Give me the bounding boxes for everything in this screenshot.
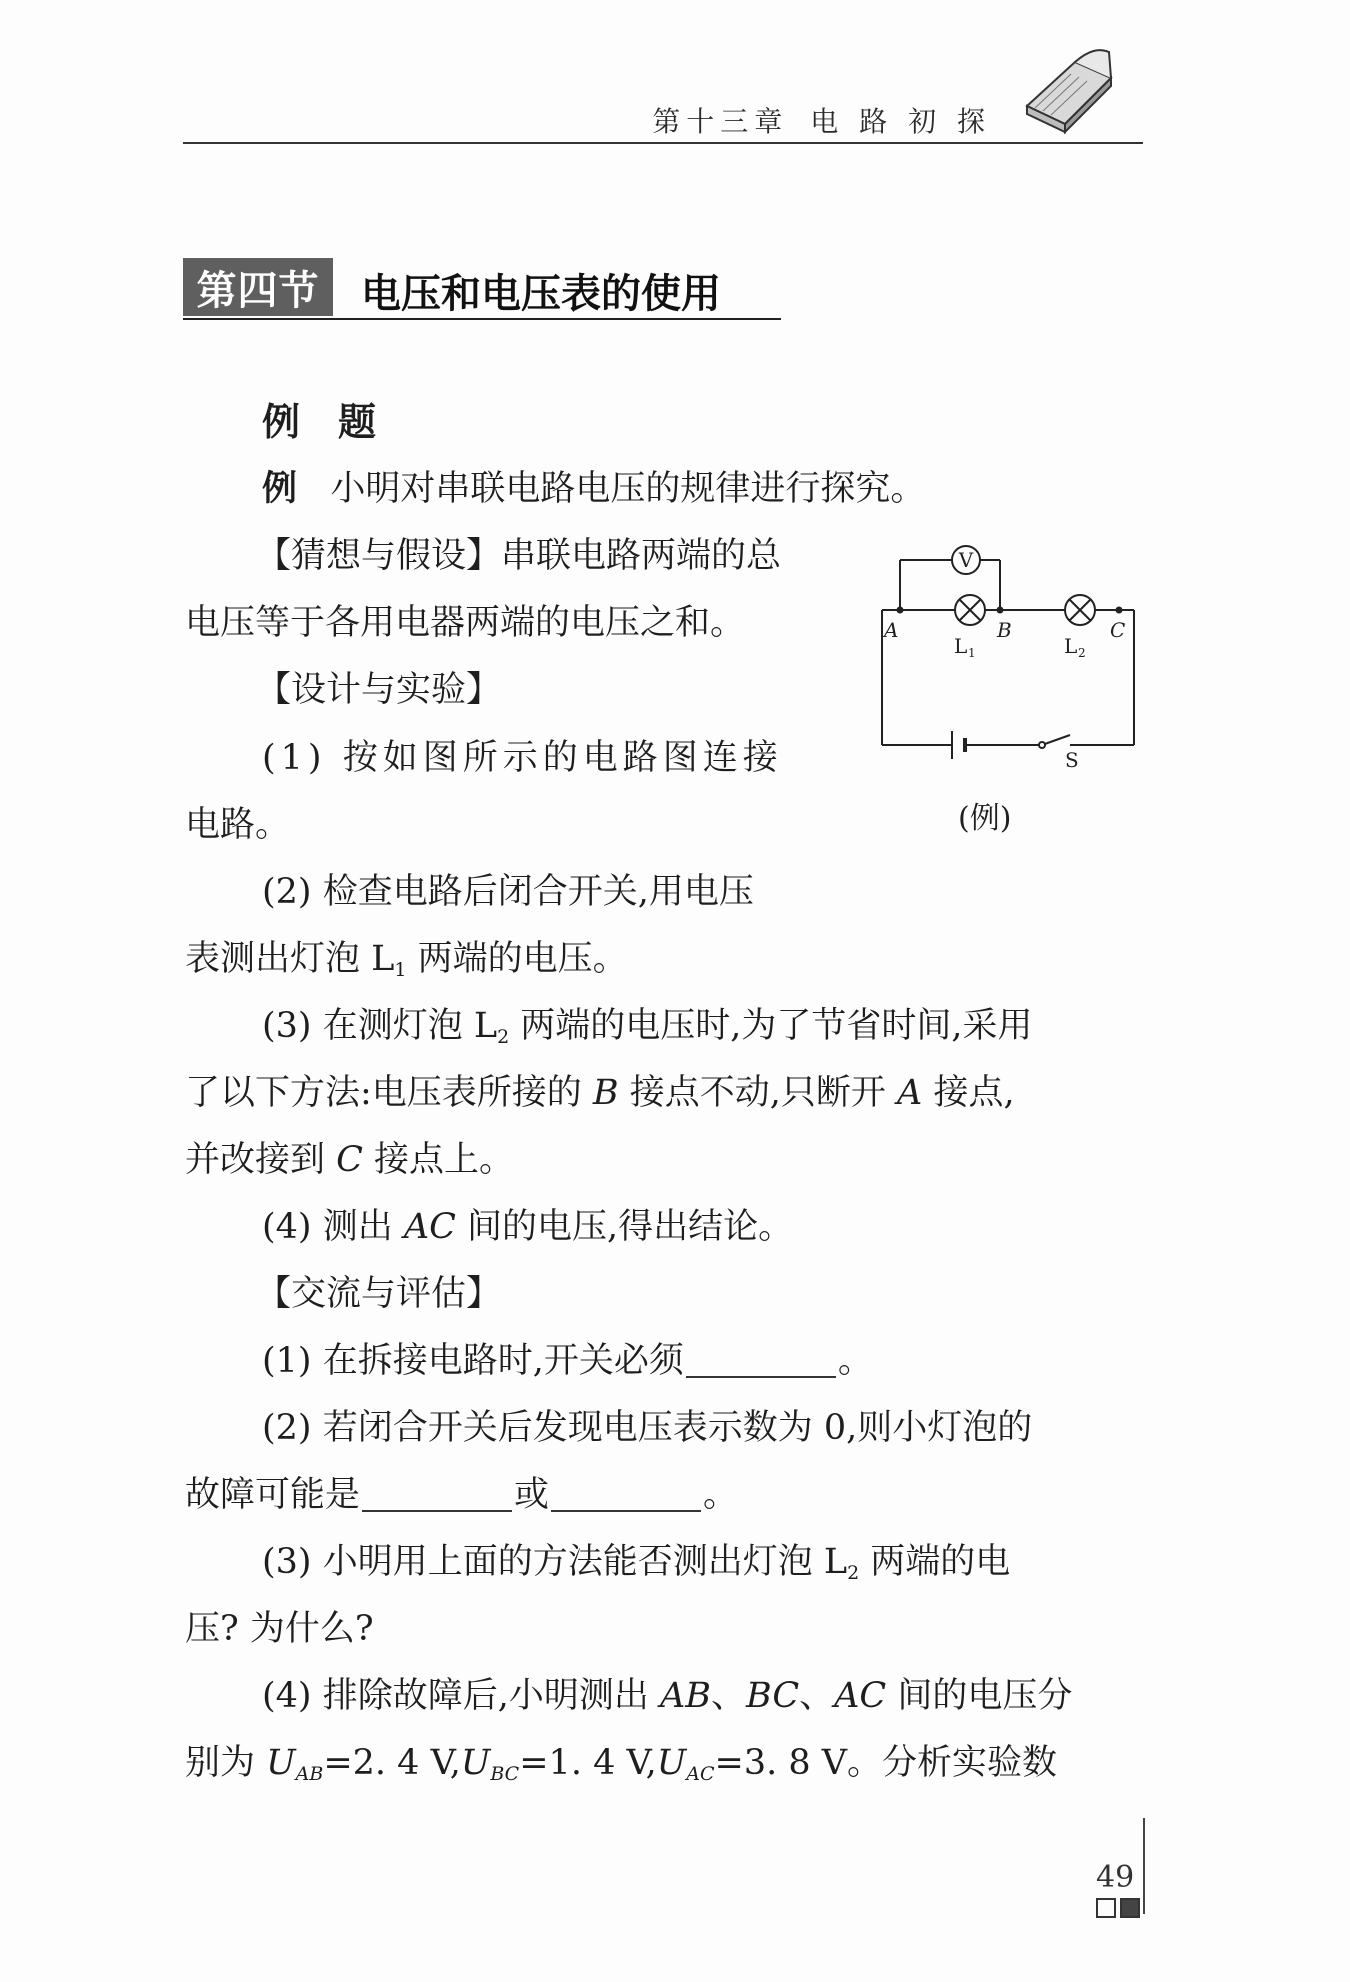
book-icon [1019,48,1115,136]
u-ac-symbol: U [656,1743,687,1783]
question2-line-1: (2) 若闭合开关后发现电压表示数为 0,则小灯泡的 [262,1408,1033,1448]
section-rule [183,318,781,320]
step2-line-2 [185,939,628,979]
section-heading [183,258,783,316]
section-title: 电压和电压表的使用 [361,270,721,317]
q1-text: (1) 在拆接电路时,开关必须 [262,1341,684,1381]
point-a-label: A [884,618,899,642]
q4-bc: BC [745,1676,800,1716]
junction-b [997,607,1004,614]
l1-subscript: 1 [394,959,407,981]
step3-text-4: 并改接到 [185,1140,337,1180]
q4-text-2: 间的电压分 [886,1676,1073,1716]
question4-line-1 [262,1676,1072,1716]
q4-text-1: (4) 排除故障后,小明测出 [262,1676,660,1716]
chapter-number: 第十三章 [652,105,789,138]
q3-text-post: 两端的电 [859,1542,1011,1582]
q2-text: 故障可能是 [185,1475,361,1515]
q2-or: 或 [514,1475,550,1515]
q3-text-pre: (3) 小明用上面的方法能否测出灯泡 L [262,1542,848,1582]
lamp2-subscript: 2 [1078,646,1086,660]
q2-answer-blank-2 [551,1480,701,1512]
hypothesis-text-1: 串联电路两端的总 [501,536,782,576]
design-tag: 【设计与实验】 [256,670,502,710]
eval-tag: 【交流与评估】 [256,1274,502,1314]
hypothesis-line-1 [256,536,781,576]
lamp2-label: L [1064,634,1078,658]
voltmeter [952,546,980,574]
q2-answer-blank-1 [362,1480,512,1512]
example-intro: 小明对串联电路电压的规律进行探究。 [330,469,926,509]
point-a-ref: A [897,1073,923,1113]
lamp-l1 [955,595,985,625]
step2-text: 表测出灯泡 L [185,939,395,979]
step3-line-2 [185,1073,1015,1113]
header-rule [183,142,1143,144]
page-number: 49 [1096,1860,1135,1895]
q4-sep2: 、 [799,1676,835,1716]
voltmeter-label: V [958,548,974,572]
page-header [183,86,1143,138]
question2-line-2 [185,1475,738,1515]
step4-text-2: 间的电压,得出结论。 [455,1207,794,1247]
u-ab-subscript: AB [295,1763,324,1785]
q3-l2-subscript: 2 [847,1562,860,1584]
question4-line-2 [185,1743,1057,1783]
page-marker [1096,1898,1144,1922]
step3-text-post: 两端的电压时,为了节省时间,采用 [509,1006,1033,1046]
question3-line-1 [262,1542,1010,1582]
lamp1-subscript: 1 [968,646,976,660]
section-badge: 第四节 [183,258,333,316]
step3-text-1: 了以下方法:电压表所接的 [185,1073,593,1113]
hypothesis-line-2: 电压等于各用电器两端的电压之和。 [185,603,746,643]
lamp1-label: L [954,634,968,658]
u-bc-subscript: BC [490,1763,520,1785]
question1-line [262,1341,873,1381]
u-ac-value: =3. 8 V。分析实验数 [714,1743,1058,1783]
example-intro-line [262,469,925,509]
step3-text-3: 接点, [922,1073,1015,1113]
marker-square-empty [1096,1898,1116,1918]
step3-line-1 [262,1006,1033,1046]
point-c-ref: C [336,1140,363,1180]
q2-end: 。 [703,1475,739,1515]
figure-caption: (例) [958,801,1012,836]
q4-ab: AB [659,1676,711,1716]
point-b-ref: B [592,1073,619,1113]
q1-end: 。 [837,1341,873,1381]
example-label: 例 [262,468,298,509]
point-b-label: B [997,618,1012,642]
step3-line-3 [185,1140,514,1180]
step3-text-pre: (3) 在测灯泡 L [262,1006,498,1046]
lamp-l2 [1065,595,1095,625]
question3-line-2: 压? 为什么? [185,1609,374,1649]
step2-line-1: (2) 检查电路后闭合开关,用电压 [262,872,754,912]
step2-text-post: 两端的电压。 [406,939,628,979]
u-ac-subscript: AC [686,1763,715,1785]
step1-line-2: 电路。 [185,805,291,845]
q4b-text-1: 别为 [185,1743,267,1783]
chapter-title: 电 路 初 探 [810,105,991,138]
step4-line [262,1207,793,1247]
step3-text-5: 接点上。 [362,1140,515,1180]
hypothesis-tag: 【猜想与假设】 [256,536,502,576]
q4-sep1: 、 [710,1676,746,1716]
q4-ac: AC [834,1676,887,1716]
point-c-label: C [1110,618,1126,642]
l2-subscript: 2 [497,1026,510,1048]
switch-label: S [1065,748,1079,772]
u-bc-symbol: U [460,1743,491,1783]
step4-text-1: (4) 测出 [262,1207,404,1247]
u-ab-value: =2. 4 V, [323,1743,461,1783]
u-bc-value: =1. 4 V, [519,1743,657,1783]
q1-answer-blank [686,1346,836,1378]
example-heading: 例 题 [262,399,377,444]
junction-c [1116,607,1123,614]
junction-a [897,607,904,614]
battery [952,731,965,759]
step3-text-2: 接点不动,只断开 [618,1073,898,1113]
u-ab-symbol: U [266,1743,296,1783]
ac-ref: AC [403,1207,456,1247]
switch-contact [1039,742,1045,748]
marker-square-filled [1120,1898,1140,1918]
step1-line-1: (1) 按如图所示的电路图连接 [262,738,783,778]
circuit-diagram [872,535,1162,775]
chapter-heading [652,100,991,140]
